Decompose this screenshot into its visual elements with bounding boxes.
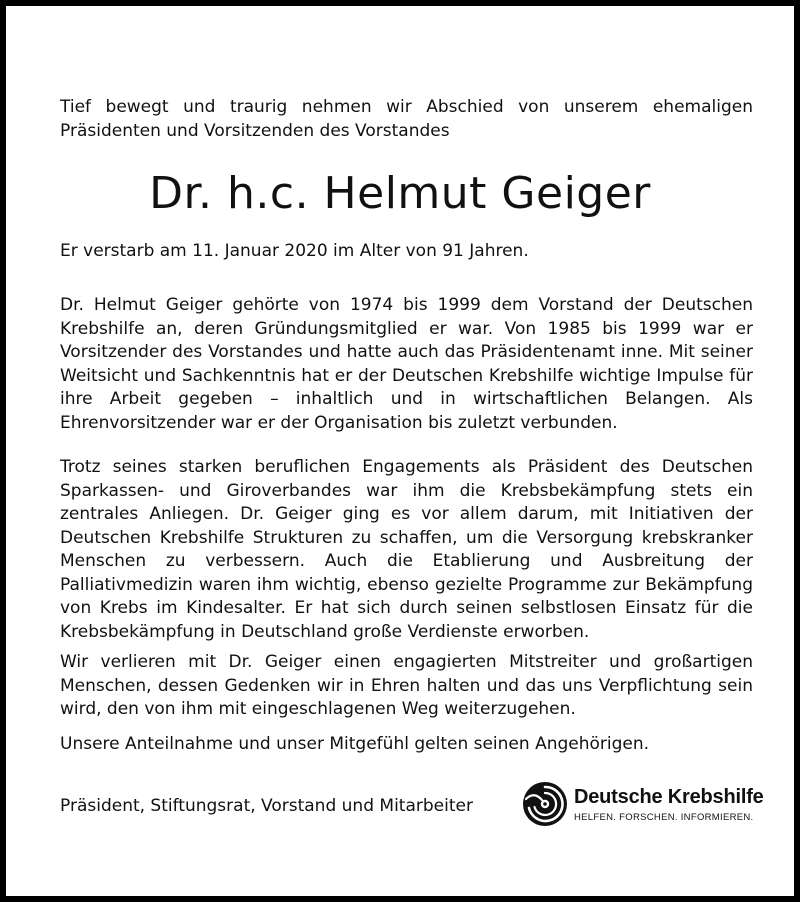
- deutsche-krebshilfe-logo: [522, 781, 762, 831]
- logo-wordmark: Deutsche Krebshilfe: [574, 786, 764, 808]
- intro-text: Tief bewegt und traurig nehmen wir Abschied von unserem ehemaligen Präsidenten und Vorsitzenden des Vorstandes: [60, 97, 753, 141]
- paragraph-condolence: Unsere Anteilnahme und unser Mitgefühl gelten seinen Angehörigen.: [60, 734, 650, 754]
- logo-tagline: HELFEN. FORSCHEN. INFORMIEREN.: [574, 812, 754, 823]
- krebshilfe-emblem-icon: [522, 781, 568, 827]
- paragraph-career: Dr. Helmut Geiger gehörte von 1974 bis 1999 dem Vorstand der Deutschen Krebshilfe an, deren Gründungsmitglied er war. Von 1985 bis 1999 war er Vorsitzender des Vorstandes und hatte auch das Präsidentenamt inne. Mit seiner Weitsicht und Sachkenntnis hat er der Deutschen Krebshilfe wichtige Impulse für ihre Arbeit gegeben – inhaltlich und in wirtschaftlichen Belangen. Als Ehrenvorsitzender war er der Organisation bis zuletzt verbunden.: [60, 295, 753, 433]
- signoff: Präsident, Stiftungsrat, Vorstand und Mitarbeiter: [60, 796, 473, 816]
- paragraph-engagement: Trotz seines starken beruflichen Engagements als Präsident des Deutschen Sparkassen- und Giroverbandes war ihm die Krebsbekämpfung stets ein zentrales Anliegen. Dr. Geiger ging es vor allem darum, mit Initiativen der Deutschen Krebshilfe Strukturen zu schaffen, um die Versorgung krebskranker Menschen zu verbessern. Auch die Etablierung und Ausbreitung der Palliativmedizin waren ihm wichtig, ebenso gezielte Programme zur Bekämpfung von Krebs im Kindesalter. Er hat sich durch seinen selbstlosen Einsatz für die Krebsbekämpfung in Deutschland große Verdienste erworben.: [60, 457, 753, 642]
- deceased-name: Dr. h.c. Helmut Geiger: [149, 168, 651, 219]
- paragraph-remembrance: Wir verlieren mit Dr. Geiger einen engagierten Mitstreiter und großartigen Menschen, dessen Gedenken wir in Ehren halten und das uns Verpflichtung sein wird, den von ihm mit eingeschlagenen Weg weiterzugehen.: [60, 652, 753, 719]
- death-statement: Er verstarb am 11. Januar 2020 im Alter von 91 Jahren.: [60, 241, 529, 261]
